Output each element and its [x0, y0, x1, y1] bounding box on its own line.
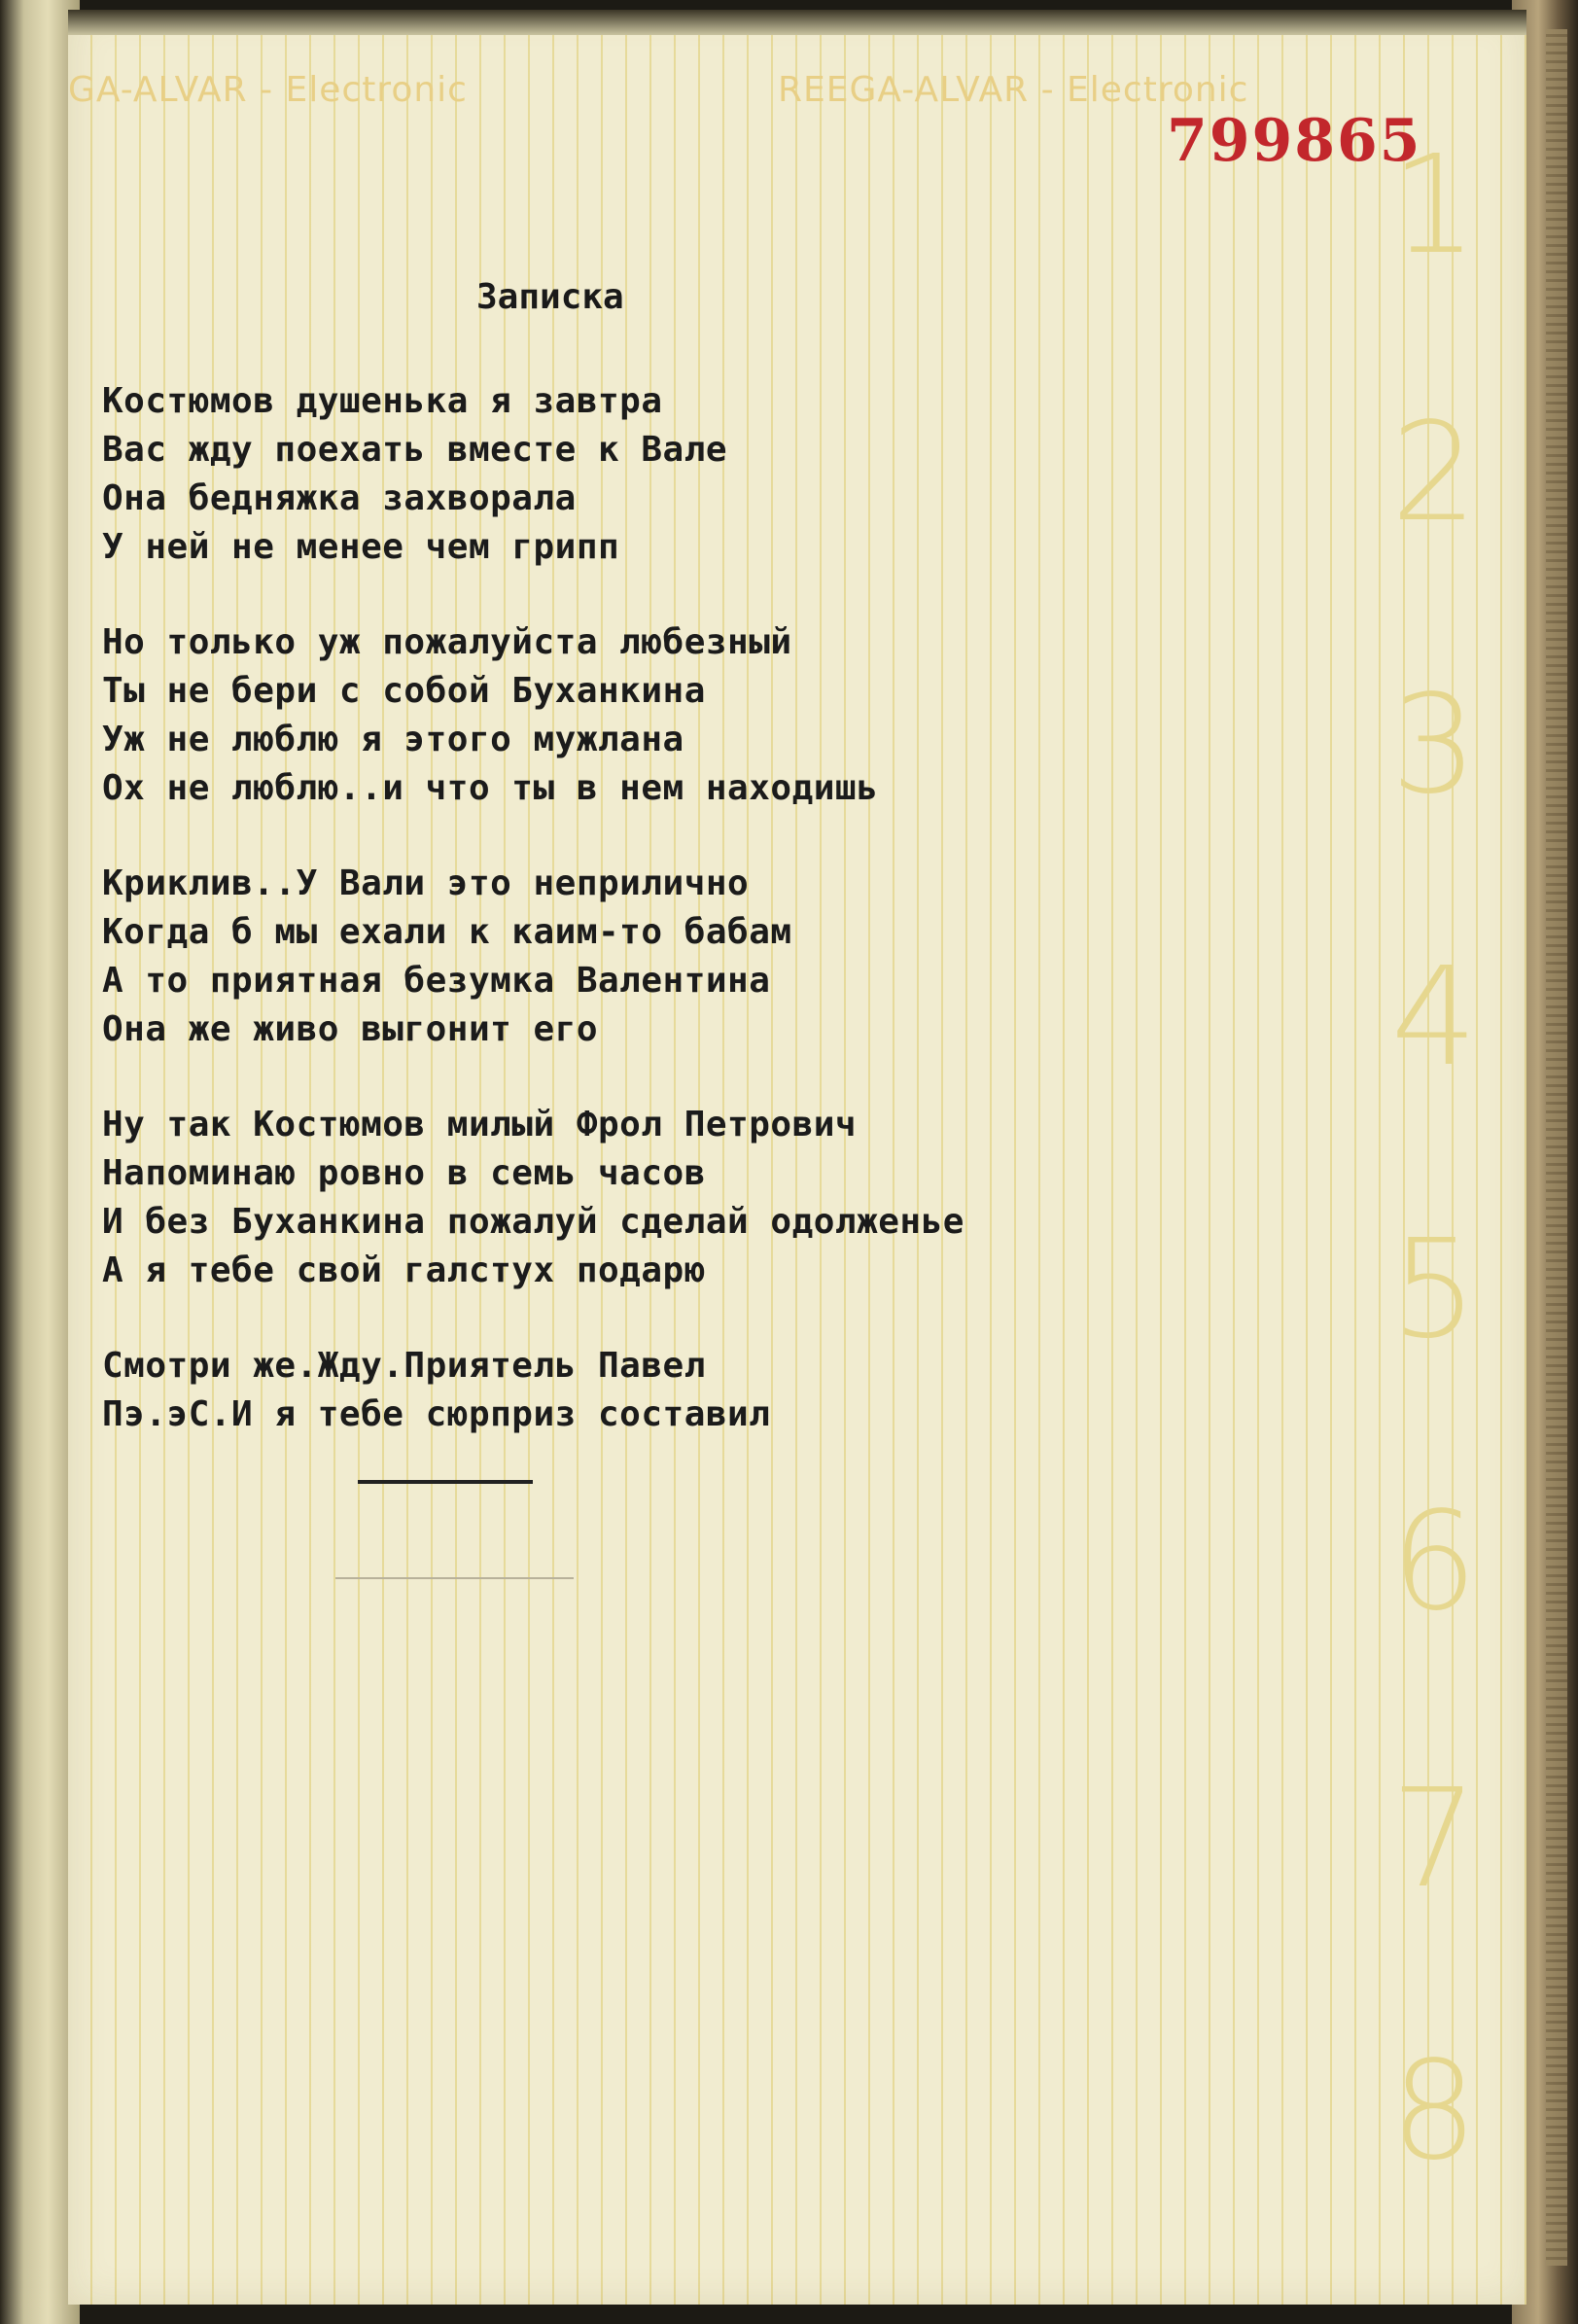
- margin-number: 4: [1390, 938, 1478, 1097]
- poem-line: Уж не люблю я этого мужлана: [102, 720, 684, 759]
- poem-line: Ну так Костюмов милый Фрол Петрович: [102, 1105, 858, 1144]
- poem-line: Ты не бери с собой Буханкина: [102, 671, 706, 711]
- margin-line-numbers: [1376, 126, 1492, 2266]
- page-stack-strip: [1546, 29, 1567, 2266]
- archive-number-stamp: 799865: [1167, 107, 1422, 175]
- closing-rule: [358, 1480, 533, 1484]
- poem-line: А то приятная безумка Валентина: [102, 961, 771, 1001]
- poem-line: Пэ.эС.И я тебе сюрприз составил: [102, 1394, 771, 1434]
- poem-line: Ох не люблю..и что ты в нем находишь: [102, 768, 879, 808]
- poem-line: Она же живо выгонит его: [102, 1009, 598, 1049]
- poem-line: И без Буханкина пожалуй сделай одолженье: [102, 1202, 964, 1242]
- margin-number: 7: [1390, 1760, 1478, 1919]
- poem-line: У ней не менее чем грипп: [102, 527, 620, 567]
- stanza: [102, 860, 1317, 1054]
- poem-line: Но только уж пожалуйста любезный: [102, 622, 792, 662]
- poem-line: Смотри же.Жду.Приятель Павел: [102, 1346, 706, 1386]
- sheet-top-shadow: [68, 10, 1526, 35]
- poem-line: Когда б мы ехали к каим-то бабам: [102, 912, 792, 952]
- stanza: [102, 618, 1317, 813]
- typed-poem: [102, 377, 1317, 1486]
- lined-paper-sheet: [68, 10, 1526, 2305]
- poem-line: Криклив..У Вали это неприлично: [102, 863, 750, 903]
- document-title: Записка: [476, 277, 624, 317]
- stanza: [102, 1101, 1317, 1295]
- paper-brand-watermark: GA-ALVAR - Electronic: [68, 70, 468, 110]
- margin-number: 1: [1390, 126, 1478, 285]
- faint-rule: [335, 1577, 574, 1579]
- stanza: [102, 1342, 1317, 1439]
- margin-number: 2: [1390, 394, 1478, 552]
- poem-line: А я тебе свой галстух подарю: [102, 1250, 706, 1290]
- poem-line: Напоминаю ровно в семь часов: [102, 1153, 706, 1193]
- margin-number: 3: [1390, 666, 1478, 825]
- margin-number: 8: [1390, 2032, 1478, 2191]
- stanza: [102, 377, 1317, 572]
- paper-brand-watermark: REEGA-ALVAR - Electronic: [778, 70, 1249, 110]
- margin-number: 5: [1390, 1211, 1478, 1369]
- poem-line: Она бедняжка захворала: [102, 478, 577, 518]
- poem-line: Костюмов душенька я завтра: [102, 381, 663, 421]
- margin-number: 6: [1390, 1483, 1478, 1641]
- poem-line: Вас жду поехать вместе к Вале: [102, 430, 728, 470]
